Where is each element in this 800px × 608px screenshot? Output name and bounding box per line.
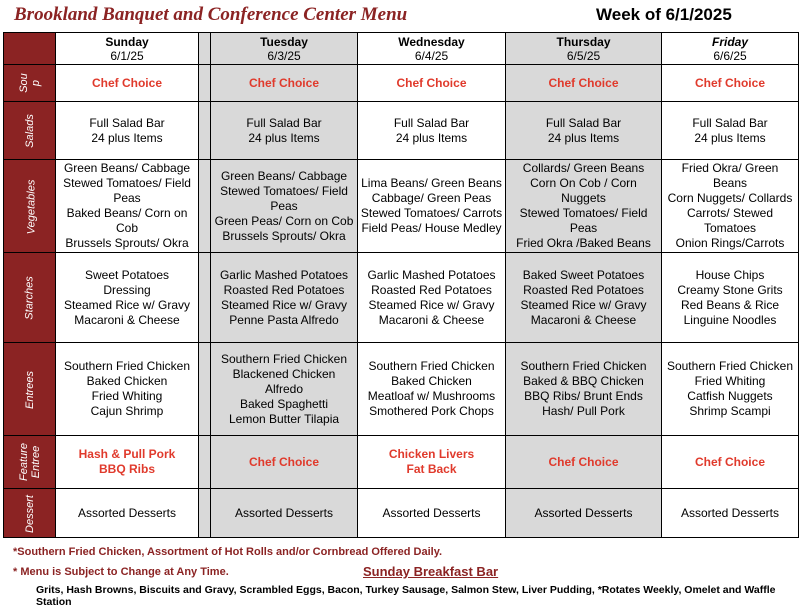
menu-row-starches [4, 253, 799, 343]
menu-cell [358, 160, 506, 253]
menu-item-text: Southern Fried Chicken Fried Whiting Catfish Nuggets Shrimp Scampi [666, 359, 794, 418]
row-label-entrees [4, 343, 56, 436]
menu-cell [358, 343, 506, 436]
menu-cell [506, 436, 662, 489]
menu-item-text: Assorted Desserts [382, 505, 481, 520]
menu-cell [358, 436, 506, 489]
day-date: 6/5/25 [566, 48, 601, 63]
spacer-column [199, 65, 211, 102]
menu-cell [56, 65, 199, 102]
menu-cell [56, 253, 199, 343]
day-date: 6/1/25 [110, 48, 144, 63]
menu-cell [662, 65, 799, 102]
row-label-dessert [4, 489, 56, 538]
menu-item-text: Southern Fried Chicken Blackened Chicken Alfredo Baked Spaghetti Lemon Butter Tilapia [220, 351, 348, 426]
menu-item-text: Southern Fried Chicken Baked Chicken Meatloaf w/ Mushrooms Smothered Pork Chops [367, 359, 496, 418]
menu-cell [211, 436, 358, 489]
week-label: Week of 6/1/2025 [596, 5, 732, 24]
day-date: 6/3/25 [267, 48, 301, 63]
day-name: Tuesday [260, 34, 308, 49]
menu-item-text: Assorted Desserts [534, 505, 633, 520]
menu-item-text: Full Salad Bar 24 plus Items [89, 115, 165, 145]
spacer-column [199, 33, 211, 65]
menu-row-salads [4, 102, 799, 160]
menu-item-text: Southern Fried Chicken Baked & BBQ Chicken BBQ Ribs/ Brunt Ends Hash/ Pull Pork [520, 359, 647, 418]
spacer-column [199, 436, 211, 489]
breakfast-bar-title: Sunday Breakfast Bar [363, 564, 499, 579]
day-header-thursday [506, 33, 662, 65]
footer-note-daily: *Southern Fried Chicken, Assortment of Hot Rolls and/or Cornbread Offered Daily. [13, 546, 443, 558]
menu-cell [56, 343, 199, 436]
menu-cell [662, 160, 799, 253]
menu-cell [506, 102, 662, 160]
day-header-wednesday [358, 33, 506, 65]
menu-item-text: Lima Beans/ Green Beans Cabbage/ Green Peas Stewed Tomatoes/ Carrots Field Peas/ House Medley [360, 176, 503, 235]
menu-item-text: Full Salad Bar 24 plus Items [393, 115, 470, 145]
menu-cell [358, 65, 506, 102]
menu-cell [56, 436, 199, 489]
menu-cell [56, 160, 199, 253]
menu-item-text: Full Salad Bar 24 plus Items [692, 115, 768, 145]
menu-item-text: Assorted Desserts [234, 505, 334, 520]
menu-item-text: House Chips Creamy Stone Grits Red Beans & Rice Linguine Noodles [677, 267, 783, 327]
menu-item-text: Hash & Pull Pork BBQ Ribs [78, 447, 176, 476]
row-label-vegetables [4, 160, 56, 253]
row-label-starches [4, 253, 56, 343]
menu-item-text: Green Beans/ Cabbage Stewed Tomatoes/ Field Peas Baked Beans/ Corn on Cob Brussels Sprouts/ Okra [63, 161, 191, 250]
menu-cell [211, 65, 358, 102]
menu-item-text: Assorted Desserts [77, 505, 177, 520]
day-name: Thursday [556, 34, 611, 49]
menu-cell [506, 160, 662, 253]
menu-cell [56, 102, 199, 160]
day-header-friday [662, 33, 799, 65]
breakfast-bar-items: Grits, Hash Browns, Biscuits and Gravy, Scrambled Eggs, Bacon, Turkey Sausage, Salmon Stew, Liver Pudding, *Rotates Weekly, Omelet and Waffle Station [36, 584, 776, 608]
spacer-column [199, 160, 211, 253]
menu-item-text: Chef Choice [248, 454, 319, 469]
menu-item-text: Chef Choice [548, 454, 619, 469]
menu-row-dessert [4, 489, 799, 538]
row-label-text: Dessert [23, 494, 36, 533]
menu-cell [211, 343, 358, 436]
menu-cell [358, 253, 506, 343]
menu-item-text: Baked Sweet Potatoes Roasted Red Potatoes Steamed Rice w/ Gravy Macaroni & Cheese [520, 267, 647, 327]
menu-cell [211, 489, 358, 538]
day-name: Wednesday [398, 34, 465, 49]
menu-cell [506, 65, 662, 102]
footer-note-change: * Menu is Subject to Change at Any Time. [13, 566, 229, 578]
menu-item-text: Collards/ Green Beans Corn On Cob / Corn Nuggets Stewed Tomatoes/ Field Peas Fried Okra /Baked Beans [516, 161, 651, 250]
menu-cell [662, 102, 799, 160]
row-label-text: Sou p [17, 72, 42, 93]
menu-item-text: Chicken Livers Fat Back [388, 447, 475, 476]
menu-item-text: Full Salad Bar 24 plus Items [246, 115, 322, 145]
spacer-column [199, 253, 211, 343]
menu-cell [358, 102, 506, 160]
day-date: 6/4/25 [414, 48, 449, 63]
menu-item-text: Green Beans/ Cabbage Stewed Tomatoes/ Field Peas Green Peas/ Corn on Cob Brussels Sprouts/ Okra [214, 168, 354, 243]
menu-item-text: Full Salad Bar 24 plus Items [545, 115, 622, 145]
menu-cell [211, 102, 358, 160]
menu-item-text: Fried Okra/ Green Beans Corn Nuggets/ Collards Carrots/ Stewed Tomatoes Onion Rings/Carrots [667, 161, 793, 250]
row-label-text: Vegetables [25, 179, 38, 234]
day-date: 6/6/25 [713, 48, 747, 63]
row-label-soup [4, 65, 56, 102]
menu-cell [662, 489, 799, 538]
menu-item-text: Garlic Mashed Potatoes Roasted Red Potatoes Steamed Rice w/ Gravy Penne Pasta Alfredo [219, 267, 349, 327]
row-label-salads [4, 102, 56, 160]
menu-item-text: Sweet Potatoes Dressing Steamed Rice w/ Gravy Macaroni & Cheese [63, 267, 191, 327]
menu-item-text: Chef Choice [694, 454, 765, 469]
menu-row-feature-entree [4, 436, 799, 489]
header-row [4, 33, 799, 65]
menu-cell [506, 489, 662, 538]
day-header-tuesday [211, 33, 358, 65]
menu-cell [662, 343, 799, 436]
menu-cell [506, 343, 662, 436]
menu-item-text: Assorted Desserts [680, 505, 780, 520]
menu-title: Brookland Banquet and Conference Center Menu [14, 4, 408, 25]
day-name: Sunday [105, 34, 149, 49]
menu-item-text: Chef Choice [91, 75, 162, 90]
menu-cell [662, 436, 799, 489]
menu-item-text: Chef Choice [396, 75, 467, 90]
corner-cell [4, 33, 56, 65]
menu-cell [662, 253, 799, 343]
row-label-text: Feature Entree [17, 442, 42, 481]
day-header-sunday [56, 33, 199, 65]
menu-cell [56, 489, 199, 538]
spacer-column [199, 102, 211, 160]
menu-row-entrees [4, 343, 799, 436]
menu-item-text: Garlic Mashed Potatoes Roasted Red Potatoes Steamed Rice w/ Gravy Macaroni & Cheese [367, 267, 496, 327]
menu-cell [211, 253, 358, 343]
menu-item-text: Chef Choice [548, 75, 619, 90]
menu-item-text: Chef Choice [248, 75, 319, 90]
menu-item-text: Southern Fried Chicken Baked Chicken Fried Whiting Cajun Shrimp [63, 359, 191, 418]
menu-cell [211, 160, 358, 253]
row-label-text: Starches [23, 276, 36, 320]
menu-item-text: Chef Choice [694, 75, 765, 90]
row-label-text: Salads [23, 114, 36, 148]
spacer-column [199, 489, 211, 538]
row-label-text: Entrees [23, 370, 36, 409]
menu-row-soup [4, 65, 799, 102]
menu-cell [358, 489, 506, 538]
menu-row-vegetables [4, 160, 799, 253]
row-label-feature-entree [4, 436, 56, 489]
menu-table [3, 32, 799, 538]
menu-cell [506, 253, 662, 343]
day-name: Friday [711, 34, 748, 49]
spacer-column [199, 343, 211, 436]
